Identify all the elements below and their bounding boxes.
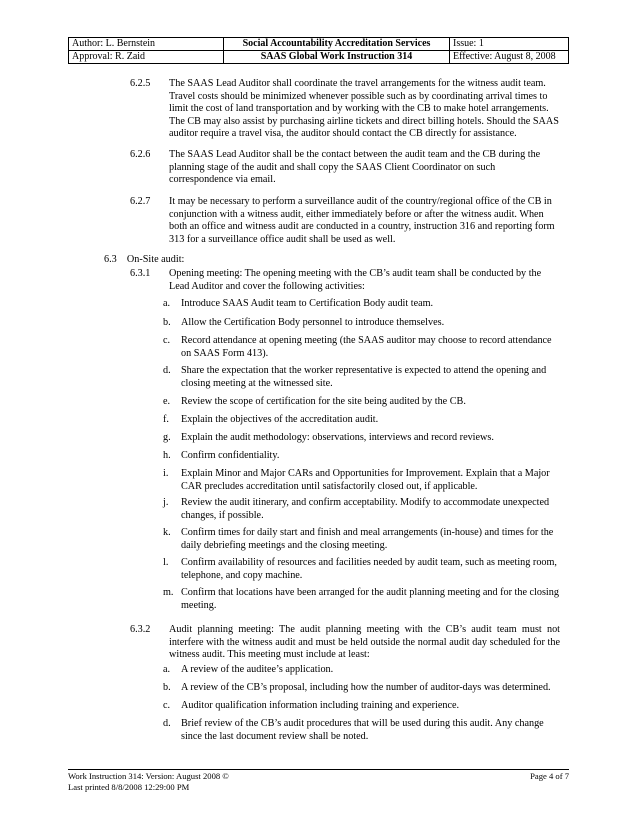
organization-cell: Social Accountability Accreditation Services <box>224 38 450 51</box>
list-text: Introduce SAAS Audit team to Certification Body audit team. <box>181 298 434 309</box>
document-title-cell: SAAS Global Work Instruction 314 <box>224 51 450 64</box>
list-text: Brief review of the CB’s audit procedures that will be used during this audit. Any change since the last document review shall be noted. <box>181 718 544 742</box>
section-text: The SAAS Lead Auditor shall be the contact between the audit team and the CB during the planning stage of the audit and shall copy the SAAS Client Coordinator on such correspondence via email. <box>169 149 541 186</box>
list-text: Confirm availability of resources and facilities needed by audit team, such as meeting room, telephone, and copy machine. <box>181 557 557 581</box>
footer-left <box>68 771 229 792</box>
list-letter: h. <box>163 450 171 461</box>
author-cell: Author: L. Bernstein <box>69 38 224 51</box>
section-number: 6.2.6 <box>130 149 151 160</box>
list-letter: d. <box>163 365 171 376</box>
list-text: Share the expectation that the worker representative is expected to attend the opening and closing meeting at the witnessed site. <box>181 365 547 389</box>
section-number: 6.3.1 <box>130 268 151 279</box>
list-text: Explain the objectives of the accreditation audit. <box>181 414 379 425</box>
list-text: Confirm times for daily start and finish and meal arrangements (in-house) and times for the daily debriefing meetings and the closing meeting. <box>181 527 554 551</box>
list-text: Explain Minor and Major CARs and Opportunities for Improvement. Explain that a Major CAR precludes accreditation until satisfactorily closed out, if applicable. <box>181 468 550 492</box>
list-text: Confirm confidentiality. <box>181 450 280 461</box>
list-letter: l. <box>163 557 169 568</box>
section-6-3-heading: 6.3 On-Site audit: <box>104 254 185 265</box>
issue-cell: Issue: 1 <box>450 38 569 51</box>
list-text: Record attendance at opening meeting (the SAAS auditor may choose to record attendance on SAAS Form 413). <box>181 335 552 359</box>
list-letter: e. <box>163 396 171 407</box>
effective-date-cell: Effective: August 8, 2008 <box>450 51 569 64</box>
section-text: Opening meeting: The opening meeting with the CB’s audit team shall be conducted by the Lead Auditor and cover the following activities: <box>169 268 542 292</box>
list-text: Explain the audit methodology: observations, interviews and record reviews. <box>181 432 494 443</box>
list-letter: i. <box>163 468 169 479</box>
list-letter: j. <box>163 497 169 508</box>
section-text: The SAAS Lead Auditor shall coordinate the travel arrangements for the witness audit team. Travel costs should be minimized whenever possible such as by coordinating arrival times to limit the cost of land transportation and by working with the CB to make hotel arrangements. The CB may also assist by purchasing airline tickets and direct billing hotels. Should the SAAS auditor require a travel visa, the auditor should contact the CB directly for assistance. <box>169 78 559 140</box>
list-text: A review of the auditee’s application. <box>181 664 334 675</box>
document-header-table <box>68 37 569 64</box>
list-text: A review of the CB’s proposal, including how the number of auditor-days was determined. <box>181 682 551 693</box>
list-text: Confirm that locations have been arranged for the audit planning meeting and for the closing meeting. <box>181 587 559 611</box>
footer-printed: Last printed 8/8/2008 12:29:00 PM <box>68 781 190 792</box>
list-letter: d. <box>163 718 171 729</box>
list-letter: a. <box>163 298 171 309</box>
section-text: Audit planning meeting: The audit planning meeting with the CB’s audit team must not interfere with the witness audit and must be held outside the normal audit day scheduled for the witness audit. This meeting must include at least: <box>169 624 560 661</box>
list-letter: a. <box>163 664 171 675</box>
list-text: Allow the Certification Body personnel to introduce themselves. <box>181 317 445 328</box>
section-number: 6.2.7 <box>130 196 151 207</box>
list-text: Review the audit itinerary, and confirm acceptability. Modify to accommodate unexpected changes, if possible. <box>181 497 550 521</box>
footer-divider <box>68 769 569 770</box>
list-letter: m. <box>163 587 174 598</box>
list-letter: b. <box>163 682 171 693</box>
list-text: Auditor qualification information including training and experience. <box>181 700 460 711</box>
list-letter: f. <box>163 414 169 425</box>
list-letter: c. <box>163 335 171 346</box>
approval-cell: Approval: R. Zaid <box>69 51 224 64</box>
list-letter: g. <box>163 432 171 443</box>
list-text: Review the scope of certification for the site being audited by the CB. <box>181 396 466 407</box>
section-text: It may be necessary to perform a surveillance audit of the country/regional office of the CB in conjunction with a witness audit, either immediately before or after the witness audit. When both an office and witness audit are conducted in a country, instruction 316 and reporting form 313 for a surveillance office audit shall be used as well. <box>169 196 555 245</box>
section-number: 6.2.5 <box>130 78 151 89</box>
section-number: 6.3.2 <box>130 624 151 635</box>
list-letter: b. <box>163 317 171 328</box>
list-letter: k. <box>163 527 171 538</box>
list-letter: c. <box>163 700 171 711</box>
footer-version: Work Instruction 314: Version: August 2008 © <box>68 771 229 781</box>
page-number: Page 4 of 7 <box>530 771 569 781</box>
